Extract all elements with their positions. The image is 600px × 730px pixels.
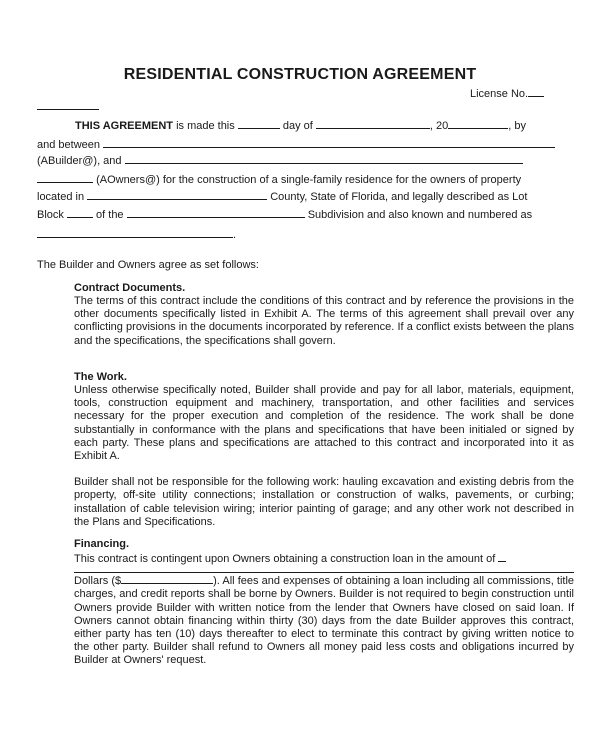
subdivision-blank [127, 207, 305, 218]
of-the-text: of the [96, 209, 124, 221]
work-text [74, 384, 574, 463]
dollars-blank [121, 573, 213, 584]
this-agreement-label: THIS AGREEMENT [75, 120, 173, 132]
financing-heading: Financing. [74, 538, 129, 550]
and-between-text: and between [37, 139, 100, 151]
work-section [74, 370, 574, 529]
text-line: shall govern. [273, 334, 336, 347]
block-blank [67, 207, 93, 218]
address-line [37, 227, 236, 242]
text-line: provisions in the other documents specifically listed in Exhibit A. The terms of this [74, 295, 574, 321]
text-line: (30) days from the date Builder approves this contract, either party has ten (10) days [74, 614, 575, 641]
contract-documents-section [74, 281, 574, 348]
day-blank [238, 118, 280, 129]
agree-line: The Builder and Owners agree as set follows: [37, 259, 259, 271]
text-line: facilities and services necessary for the proper execution and completion of the residence. [74, 397, 574, 423]
text-line: The work shall be done substantially in conformance with the plans and specifications that [74, 410, 575, 436]
license-blank [528, 86, 544, 97]
owners-blank [37, 172, 93, 183]
license-label: License No. [470, 88, 529, 100]
text-line: and any other work not described in the Plans and Specifications. [74, 502, 574, 528]
year-prefix-text: , 20 [429, 120, 449, 132]
between-blank [103, 137, 555, 148]
made-this-text: is made this [176, 120, 235, 132]
loan-amount-blank [498, 551, 506, 562]
financing-text [74, 551, 574, 668]
subdivision-text: Subdivision and also known and numbered as [307, 209, 533, 221]
text-line: The terms of this contract include the conditions of this contract and by reference the [74, 295, 491, 307]
text-line: have been initialed or signed by each party. These plans and specifications are attached to [74, 423, 574, 449]
builder-line [37, 153, 523, 168]
period-text: . [233, 229, 237, 241]
by-text: , by [508, 120, 527, 132]
text-line: This contract is contingent upon Owners obtaining a construction loan in the amount of [74, 553, 496, 565]
county-blank [87, 189, 267, 200]
text-line: this contract and incorporated into it as Exhibit A. [74, 436, 574, 463]
contract-documents-text [74, 295, 574, 348]
located-line [37, 189, 527, 204]
text-line: Unless otherwise specifically noted, Builder shall provide and pay for all labor, materials, [74, 384, 516, 396]
work-heading: The Work. [74, 371, 127, 383]
contract-documents-heading: Contract Documents. [74, 282, 186, 294]
day-of-text: day of [282, 120, 313, 132]
text-line: required to begin construction until Owners provide Builder with written notice from the [74, 588, 574, 614]
and-between-line [37, 137, 555, 152]
year-blank [448, 118, 508, 129]
text-line: lender that Owners have closed on said loan. If Owners cannot obtain financing within thirty [74, 601, 575, 627]
loan-words-blank [74, 566, 574, 573]
county-state-text: County, State of Florida, and legally described as Lot [270, 191, 528, 203]
dollars-prefix: Dollars ($ [74, 575, 122, 588]
block-text: Block [37, 209, 64, 221]
abuilder-text: (ABuilder@), and [37, 155, 122, 167]
aowners-text: (AOwners@) for the construction of a single-family residence for the owners of property [96, 174, 522, 186]
text-line: thereafter to elect to terminate this contract by giving written notice to the other party. [74, 628, 575, 654]
license-field [470, 86, 544, 101]
text-line: pavements, or curbing; installation of cable television wiring; interior painting of garage; [74, 489, 575, 515]
text-line: reference. If a conflict exists between the plans and the specifications, the specifications [74, 321, 575, 347]
builder-blank [125, 153, 523, 164]
text-line: debris from the property, off-site utility connections; installation or construction of walks, [74, 476, 574, 502]
month-blank [316, 118, 430, 129]
work-exclusions-text [74, 476, 574, 529]
text-line: Builder shall not be responsible for the following work: hauling excavation and existing [74, 476, 497, 489]
located-in-text: located in [37, 191, 85, 203]
blank-line [37, 99, 99, 110]
page-title: RESIDENTIAL CONSTRUCTION AGREEMENT [123, 66, 477, 83]
text-line: agreement shall prevail over any conflicting provisions in the documents incorporated by [74, 308, 574, 334]
agreement-line [75, 118, 526, 133]
block-line [37, 207, 532, 222]
financing-section [74, 537, 574, 668]
text-line: equipment, tools, construction equipment and machinery, transportation, and other [74, 384, 574, 410]
address-blank [37, 227, 233, 238]
dollars-suffix: ). All fees and expenses of obtaining a loan including all [213, 575, 485, 588]
text-line: at Owners' request. [111, 654, 207, 667]
text-line: Builder shall refund to Owners all money paid less costs and obligations incurred by Builder [74, 641, 575, 667]
owners-line [37, 172, 521, 187]
text-line: commissions, title charges, and credit reports shall be borne by Owners. Builder is not [74, 575, 575, 601]
